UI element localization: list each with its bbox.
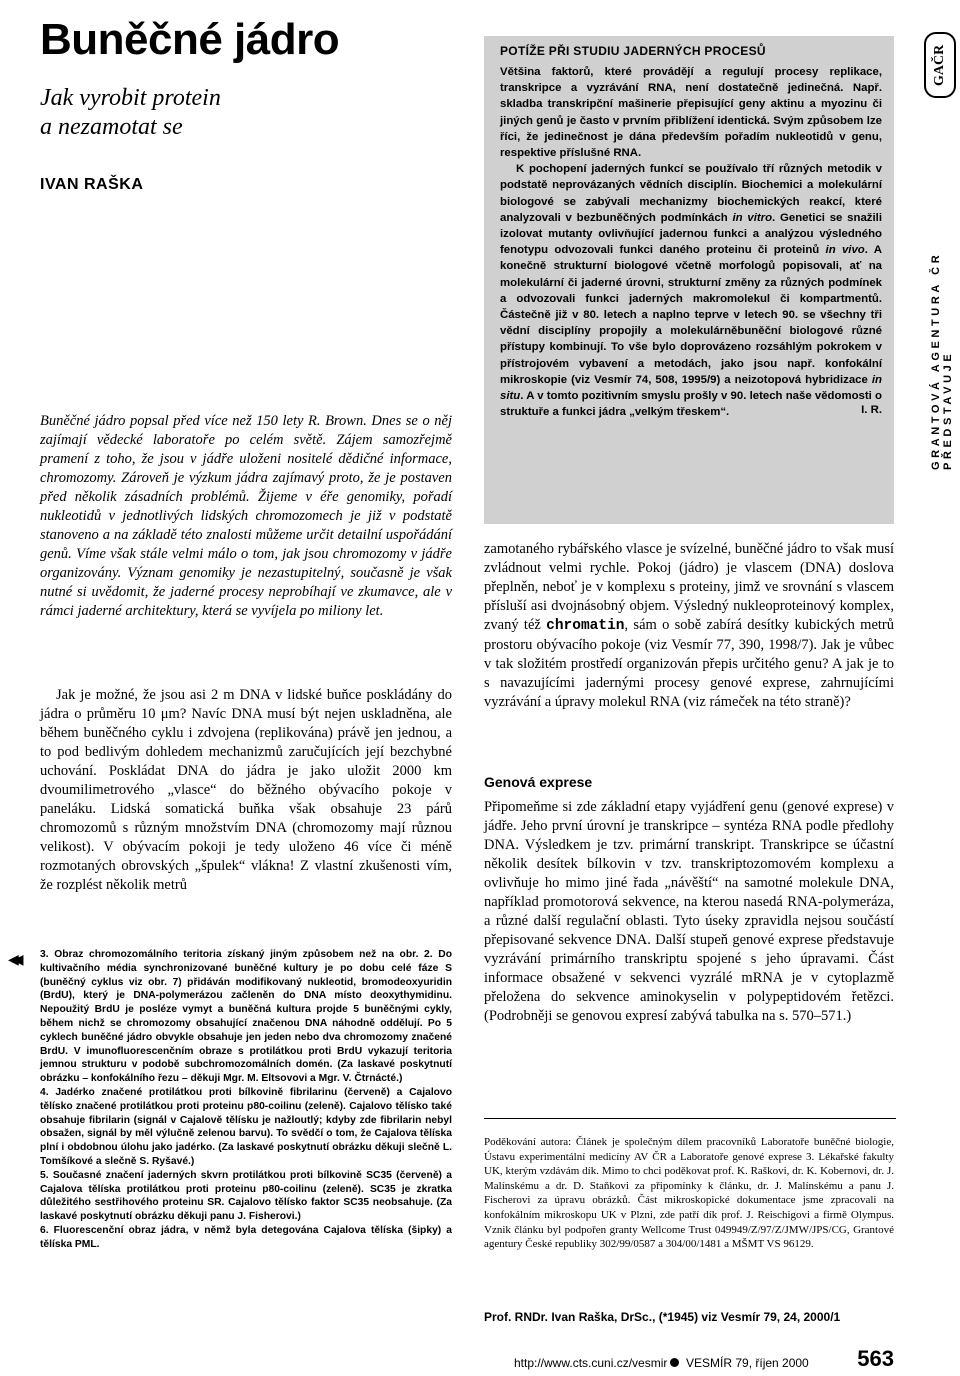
page-number: 563 — [857, 1346, 894, 1371]
caption-4: 4. Jadérko značené protilátkou proti bílkovině fibrilarinu (červeně) a Cajalovo tělísko značené protilátkou proti proteinu p80-coilinu (zeleně). Cajalovo tělísko také obsahuje fibrilarin (signál v Cajalově tělísku je nažloutlý; kdyby zde fibrilarin nebyl obsažen, signál by měl výlučně zelenou barvu). To svědčí o tom, že Cajalova tělíska plní i obdobnou úlohu jako jadérko. (Za laskavé poskytnutí obrázku děkuji slečně L. Tomšíkové a slečně S. Ryšavé.) — [40, 1086, 452, 1167]
box-paragraph-1: Většina faktorů, které provádějí a regulují procesy replikace, transkripce a vyzrávání RNA, není dostatečně jedinečná. Např. skladba transkripční mašinerie přepisující geny aktinu a myozinu či jiných genů je často v prvním přiblížení identická. Svým způsobem lze říci, že jedinečnost je dána především pořadím nukleotidů v genu, respektive příslušné RNA. — [500, 66, 882, 160]
chromatin-term: chromatin — [546, 618, 625, 634]
gacr-logo-icon: GAČR — [924, 32, 956, 98]
acknowledgement-divider — [484, 1118, 896, 1119]
caption-3: 3. Obraz chromozomálního teritoria získaný jiným způsobem než na obr. 2. Do kultivačního média synchronizované buněčné kultury je po dobu celé fáze S (buněčný cyklus viz obr. 7) přidáván modifikovaný nukleotid, bromodeoxyuridin (BrdU), který je DNA-polymerázou začleněn do DNA místo deoxythymidinu. Nepoužitý BrdU je posléze vymyt a buněčná kultura projde 5 buněčnými cykly, během nichž se chromozomy obsahující značenou DNA náhodně oddělují. Po 5 cyklech buněčné jádro obvykle obsahuje jen jeden nebo dva chromozomy značené BrdU. V imunofluorescenčním obraze s protilátkou proti BrdU vykazují teritoria jemnou strukturu v podobě subchromozomálních domén. (Za laskavé poskytnutí obrázku – konfokálního řezu – děkuji Mgr. M. Eltsovovi a Mgr. V. Čtrnácté.) — [40, 949, 452, 1085]
side-banner-text: GRANTOVÁ AGENTURA ČR PŘEDSTAVUJE — [930, 251, 954, 470]
subtitle-line-2: a nezamotat se — [40, 114, 183, 140]
body-paragraph-3: Připomeňme si zde základní etapy vyjádření genu (genové exprese) v jádře. Jeho první úrovní je transkripce – syntéza RNA podle předlohy DNA. Výsledkem je tzv. primární transkript. Transkripce se účastní několik desítek bílkovin v tzv. transkriptozomovém komplexu a ovlivňuje ho mimo jiné řada „návěští“ na samotné molekule DNA, například promotorová sekvence, na kterou nasedá RNA-polymeráza, a různé další regulační oblasti. Tyto úseky zpravidla nejsou součástí přepisované sekvence DNA. Další stupeň genové exprese představuje vyzrávání primárního transkriptu spojené s jeho úpravami. Část informace obsažené v sekvenci vyzrálé mRNA je v cytoplazmě přeložena do sekvence aminokyselin v polypeptidovém řetězci. (Podrobněji se genovou expresí zabývá tabulka na s. 570–571.) — [484, 799, 894, 1024]
article-subtitle — [40, 84, 221, 142]
body-paragraph-2: zamotaného rybářského vlasce je svízelné, buněčné jádro to však musí zvládnout velmi rychle. Pokoj (jádro) je vlascem (DNA) doslova přeplněn, neboť je v komplexu s proteiny, jimž ve srovnání s vlascem přísluší asi dvojnásobný objem. Výsledný nukleoproteinový komplex, zvaný též chromatin, sám o sobě zabírá desítky kubických metrů prostoru obývacího pokoje (viz Vesmír 77, 390, 1998/7). Jak je vůbec v tak složitém prostředí organizován přepis určitého genu? A jak je to s navazujícími jadernými procesy genové exprese, zahrnujícími vyzrávání a úpravy molekul RNA (viz rámeček na této straně)? — [484, 541, 894, 710]
caption-6: 6. Fluorescenční obraz jádra, v němž byla detegována Cajalova tělíska (šipky) a tělíska PML. — [40, 1224, 452, 1250]
caption-arrow-icon: ◀◀ — [8, 952, 18, 968]
box-title: POTÍŽE PŘI STUDIU JADERNÝCH PROCESŮ — [500, 44, 766, 58]
subtitle-line-1: Jak vyrobit protein — [40, 85, 221, 111]
box-paragraph-2: K pochopení jaderných funkcí se používalo tří různých metodik v podstatě neprovázaných vědních disciplín. Biochemici a molekulární biologové se zabývali mechanizmy biochemických reakcí, které analyzovali v bezbuněčných podmínkách in vitro. Genetici se snažili izolovat mutanty ovlivňující jadernou funkci a analýzou výsledného fenotypu odvozovali funkci daného proteinu či proteinů in vivo. A konečně strukturní biologové včetně morfologů popisovali, ať na molekulární či jaderné úrovni, strukturní změny za různých podmínek a odvozovali funkci jaderných makromolekul či kompartmentů. Částečně již v 80. letech a naplno teprve v letech 90. se všechny tři vědní disciplíny propojily a molekulárněbuněční biologové různé přístupy kombinují. To vše bylo doprovázeno rozsáhlým pokrokem v přístrojovém vybavení a metodách, jako jsou např. konfokální mikroskopie (viz Vesmír 74, 508, 1995/9) a neizotopová hybridizace in situ. A v tomto pozitivním smyslu prošly v 90. letech naše vědomosti o struktuře a funkci jádra „velkým třeskem“. — [500, 163, 882, 419]
article-title: Buněčné jádro — [40, 15, 340, 64]
sidebar-box — [484, 36, 894, 524]
section-heading: Genová exprese — [484, 774, 593, 790]
author-bio: Prof. RNDr. Ivan Raška, DrSc., (*1945) viz Vesmír 79, 24, 2000/1 — [484, 1310, 841, 1324]
bullet-icon — [670, 1358, 679, 1367]
page-footer — [484, 1346, 896, 1376]
intro-paragraph: Buněčné jádro popsal před více než 150 lety R. Brown. Dnes se o něj zajímají vědecké laboratoře po celém světě. Zájem samozřejmě pramení z toho, že jsou v jádře uloženi nositelé dědičné informace, chromozomy. Zároveň je výzkum jádra zajímavý proto, že je postaven před několik zásadních problémů. Žijeme v éře genomiky, pořadí nukleotidů v jednotlivých lidských chromozomech je již v podstatě stanoveno a na základě této znalosti můžeme určit detailní uspořádání genů. Víme však stále velmi málo o tom, jak jsou chromozomy v jádře organizovány. Význam genomiky je nezastupitelný, současně je však nutné si uvědomit, že jaderné procesy neprobíhají ve zkumavce, ale v rámci jaderné architektury, která se vyvíjela po miliony let. — [40, 413, 452, 619]
footer-journal: VESMÍR 79, říjen 2000 — [686, 1356, 809, 1370]
author-name: IVAN RAŠKA — [40, 176, 144, 193]
caption-5: 5. Současné značení jaderných skvrn protilátkou proti bílkovině SC35 (červeně) a Cajalova tělíska protilátkou proti proteinu p80-coilinu (zeleně). SC35 je zkratka důležitého sestřihového proteinu SR. Cajalovo tělísko faktor SC35 neobsahuje. (Za laskavé poskytnutí obrázku děkuji panu J. Fisherovi.) — [40, 1169, 452, 1223]
body-paragraph-1: Jak je možné, že jsou asi 2 m DNA v lidské buňce poskládány do jádra o průměru 10 μm? Navíc DNA musí být nejen uskladněna, ale během buněčného cyklu i zdvojena (replikována) právě jen jednou, a to pod bedlivým dohledem mechanizmů zaručujících její bezchybné uchování. Poskládat DNA do jádra je jako uložit 2000 km dvoumilimetrového „vlasce“ do běžného obývacího pokoje v paneláku. Lidská somatická buňka však obsahuje 23 párů chromozomů s různým množstvím DNA (chromozomy mají různou velikost). V obývacím pokoji je tedy uloženo 46 více či méně rozmotaných obrovských „špulek“ vlákna! Z vlastní zkušenosti vím, že rozplést několik metrů — [40, 687, 452, 893]
acknowledgement: Poděkování autora: Článek je společným dílem pracovníků Laboratoře buněčné biologie, Ústavu experimentální medicíny AV ČR a Laboratoře genové exprese 3. Lékařské fakulty UK, kterým vzdávám dík. Mimo to chci poděkovat prof. K. Raškovi, dr. K. Kobernovi, dr. J. Malínskému a dr. D. Staňkovi za připomínky k článku, dr. J. Malínskému a panu J. Fischerovi za úpravu obrázků. Část mikroskopické dokumentace jsme zpracovali na konfokálním mikroskopu UK v Plzni, zde patří dík prof. J. Reischigovi a firmě Olympus. Vznik článku byl podpořen granty Wellcome Trust 049949/Z/97/Z/JMW/JPS/CG, Grantové agentury České republiky 302/99/0587 a 304/00/1481 a MŠMT VS 96129. — [484, 1136, 894, 1251]
footer-url-link[interactable]: http://www.cts.cuni.cz/vesmir — [514, 1356, 668, 1370]
box-signature: I. R. — [861, 404, 882, 417]
figure-captions — [40, 948, 452, 1252]
